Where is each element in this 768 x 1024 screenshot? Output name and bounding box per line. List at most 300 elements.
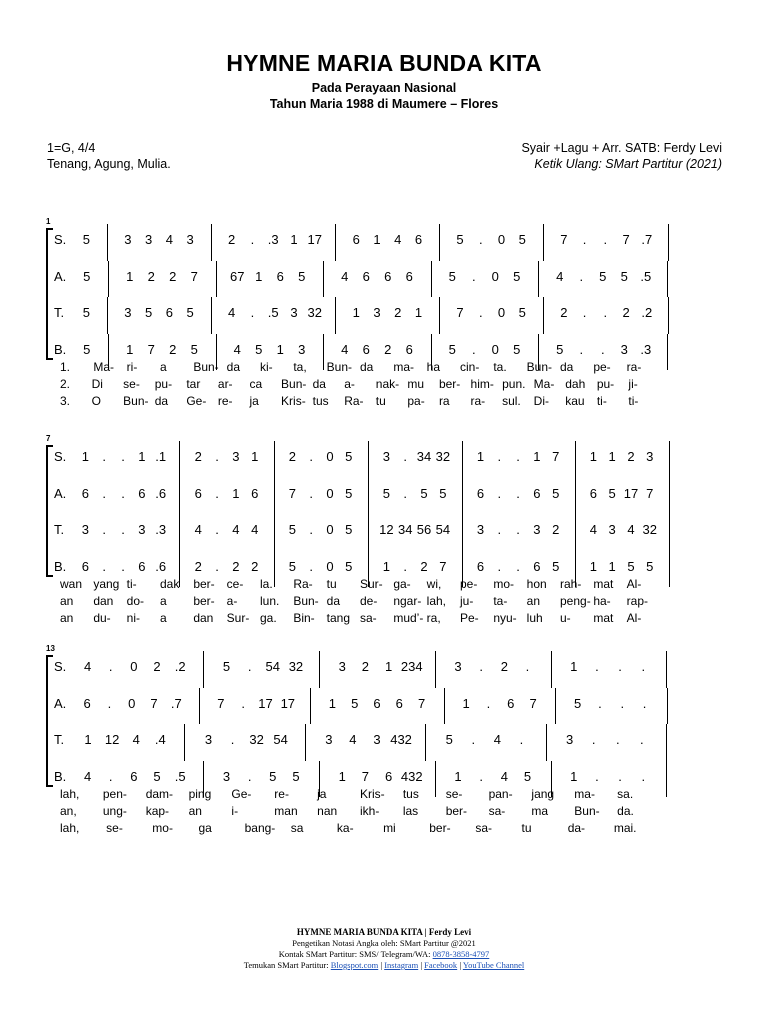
lyric-syllable: tar	[186, 376, 201, 391]
lyric-syllable: da-	[567, 820, 586, 835]
voice-label: A.	[54, 268, 67, 284]
bar-line	[462, 514, 463, 551]
note: 3	[476, 522, 485, 537]
note: 1	[290, 232, 298, 247]
note: .	[525, 659, 530, 674]
note: .	[108, 659, 113, 674]
lyric-syllable: 1.	[60, 359, 71, 374]
note: 6	[507, 695, 515, 711]
lyric-syllable: ber-	[193, 576, 215, 591]
lyric-syllable: Di	[91, 376, 103, 391]
lyric-syllable: Al-	[626, 610, 642, 625]
note: 3	[145, 232, 153, 247]
note: .	[403, 449, 408, 464]
note: 2	[232, 558, 240, 574]
lyric-syllable: u-	[560, 610, 571, 625]
note: 5	[83, 268, 91, 284]
note: 3	[81, 522, 90, 537]
note: 1	[454, 768, 462, 784]
note: 0	[491, 268, 499, 284]
lyric-syllable: ti-	[126, 576, 137, 591]
lyric-syllable: Ge-	[186, 393, 207, 408]
bar-line	[199, 688, 200, 725]
lyric-syllable: ca	[249, 376, 263, 391]
bar-line	[211, 224, 212, 261]
note: 1	[414, 305, 423, 320]
note: .	[479, 659, 483, 674]
note: .7	[170, 695, 182, 711]
lyric-syllable: sa.	[617, 786, 634, 801]
bar-line	[323, 261, 324, 298]
note: 2	[147, 268, 155, 284]
note: 1	[608, 449, 616, 464]
lyric-syllable: tang	[326, 610, 351, 625]
note: 1	[384, 659, 393, 674]
note: 3	[533, 522, 541, 537]
lyric-syllable: Bun-	[123, 393, 149, 408]
lyric-syllable: ja	[317, 786, 327, 801]
lyric-syllable: ce-	[226, 576, 244, 591]
lyric-syllable: ni-	[126, 610, 140, 625]
lyric-syllable: da	[360, 359, 374, 374]
note: 6	[384, 768, 393, 784]
footer	[0, 927, 768, 971]
voice-row	[46, 732, 682, 748]
bar-line	[211, 297, 212, 334]
note: 6	[405, 268, 413, 284]
lyric-syllable: sul.	[502, 393, 521, 408]
phone-link[interactable]: 0878-3858-4797	[432, 949, 490, 959]
lyric-syllable: dah	[565, 376, 586, 391]
lyric-syllable: lun.	[260, 593, 280, 608]
lyric-syllable: jang	[531, 786, 555, 801]
lyric-syllable: lah,	[60, 820, 80, 835]
note: 5	[552, 485, 560, 501]
lyric-syllable: do-	[126, 593, 144, 608]
lyric-syllable: dak	[160, 576, 180, 591]
lyric-syllable: hon	[526, 576, 547, 591]
note: 2	[361, 659, 370, 674]
lyric-syllable: Ra-	[344, 393, 364, 408]
score-system	[46, 655, 682, 801]
note: 2	[169, 341, 177, 357]
note: 3	[232, 449, 240, 464]
lyric-syllable: pu-	[154, 376, 173, 391]
voice-label: B.	[54, 341, 67, 357]
note: .	[595, 768, 599, 784]
note: .	[215, 485, 219, 501]
note: .4	[154, 732, 166, 747]
subtitle-line-2: Tahun Maria 1988 di Maumere – Flores	[269, 97, 499, 111]
note: 6	[81, 558, 90, 574]
note: 5	[345, 449, 353, 464]
note: 2	[251, 558, 259, 574]
note: 1	[81, 449, 90, 464]
note: .	[598, 695, 602, 711]
lyric-syllable: re-	[217, 393, 233, 408]
note: .	[579, 341, 584, 357]
footer-title: HYMNE MARIA BUNDA KITA | Ferdy Levi	[296, 927, 472, 937]
note: .	[618, 659, 622, 674]
lyric-syllable: cin-	[460, 359, 480, 374]
note: .	[309, 485, 313, 501]
note: 5	[186, 305, 194, 320]
lyric-syllable: ja	[249, 393, 259, 408]
note: 7	[147, 341, 155, 357]
note: 5	[513, 341, 521, 357]
lyric-syllable: da	[226, 359, 241, 374]
note: 4	[589, 522, 597, 537]
lyric-syllable: ti-	[596, 393, 607, 408]
note: 4	[165, 232, 174, 247]
lyric-syllable: ra,	[426, 610, 441, 625]
note: 4	[132, 732, 140, 747]
note: 6	[138, 558, 146, 574]
note: 0	[326, 522, 334, 537]
note: 17	[307, 232, 322, 247]
lyric-syllable: Ra-	[293, 576, 313, 591]
note: .	[497, 558, 502, 574]
voice-label: S.	[54, 659, 67, 674]
bar-line	[439, 224, 440, 261]
note: .	[519, 732, 524, 747]
bar-line	[551, 651, 552, 688]
note: 4	[556, 268, 564, 284]
note: .	[471, 341, 476, 357]
note: 5	[351, 695, 359, 711]
lyric-line	[60, 360, 680, 375]
lyric-syllable: du-	[93, 610, 111, 625]
note: .	[230, 732, 235, 747]
bar-line	[319, 651, 320, 688]
lyric-syllable: las	[402, 803, 419, 818]
note: .	[497, 485, 502, 501]
lyric-syllable: tu	[326, 576, 337, 591]
note: 0	[497, 305, 506, 320]
subtitle-line-1: Pada Perayaan Nasional	[311, 81, 457, 95]
note: .	[516, 522, 520, 537]
lyric-syllable: Sur-	[226, 610, 250, 625]
lyric-syllable: an	[60, 610, 74, 625]
lyric-syllable: sa	[290, 820, 304, 835]
voice-label: S.	[54, 449, 67, 464]
voice-label: T.	[54, 732, 65, 747]
note: .	[403, 485, 408, 501]
lyric-syllable: pe-	[460, 576, 478, 591]
note: .	[215, 558, 219, 574]
note: 0	[326, 558, 334, 574]
bar-line	[335, 297, 336, 334]
bar-line	[666, 651, 667, 688]
note: 5	[448, 341, 456, 357]
note: .	[641, 659, 646, 674]
note: 6	[414, 232, 423, 247]
voice-label: T.	[54, 305, 65, 320]
lyric-syllable: an	[188, 803, 202, 818]
youtube-link[interactable]: YouTube Channel	[462, 960, 525, 970]
note: 2	[500, 659, 508, 674]
note: .	[497, 449, 502, 464]
lyric-syllable: pun.	[502, 376, 526, 391]
note: 4	[233, 341, 241, 357]
note: 1	[608, 558, 616, 574]
bar-line	[667, 261, 668, 298]
footer-contact: Kontak SMart Partitur: SMS/ Telegram/WA: 0878-3858-4797	[278, 949, 490, 959]
note: .5	[174, 768, 186, 784]
voice-row	[46, 486, 682, 502]
note: .	[215, 522, 219, 537]
voice-row	[46, 449, 682, 465]
lyric-syllable: Ge-	[231, 786, 252, 801]
lyric-syllable: Bun-	[281, 376, 307, 391]
measure-number: 13	[46, 644, 55, 653]
note: .5	[640, 268, 652, 284]
note: .	[250, 232, 255, 247]
note: 6	[165, 305, 174, 320]
lyric-syllable: ung-	[102, 803, 127, 818]
note: 4	[341, 341, 349, 357]
note: 3	[454, 659, 462, 674]
lyric-syllable: ra-	[470, 393, 486, 408]
lyric-syllable: dam-	[145, 786, 174, 801]
note: 3	[646, 449, 654, 464]
note: .2	[641, 305, 653, 320]
note: .	[497, 522, 502, 537]
note: 6	[533, 485, 541, 501]
lyric-syllable: dan	[93, 593, 114, 608]
lyric-syllable: Kris-	[281, 393, 306, 408]
note: .	[102, 449, 107, 464]
note: 34	[416, 449, 432, 464]
note: 5	[345, 558, 353, 574]
lyric-syllable: pu-	[596, 376, 615, 391]
note: 2	[228, 232, 236, 247]
note: .	[309, 558, 313, 574]
lyric-syllable: Bun-	[574, 803, 600, 818]
note: 2	[153, 659, 161, 674]
note: .	[479, 768, 483, 784]
lyric-syllable: tus	[402, 786, 419, 801]
bar-line	[575, 441, 576, 478]
note: 3	[373, 305, 381, 320]
bar-line	[439, 297, 440, 334]
note: 5	[646, 558, 654, 574]
note: .	[516, 485, 520, 501]
bar-line	[543, 297, 544, 334]
note: 32	[435, 449, 451, 464]
note: .	[471, 732, 476, 747]
lyric-syllable: rah-	[560, 576, 582, 591]
bar-line	[555, 688, 556, 725]
bar-line	[425, 724, 426, 761]
note: 7	[646, 485, 654, 501]
note: .	[516, 449, 520, 464]
lyric-syllable: lah,	[426, 593, 447, 608]
lyric-syllable: a-	[344, 376, 355, 391]
score-system	[46, 445, 682, 591]
note: 3	[124, 232, 132, 247]
bar-line	[216, 261, 217, 298]
lyric-syllable: kap-	[145, 803, 170, 818]
note: 3	[204, 732, 213, 747]
bar-line	[575, 514, 576, 551]
lyric-syllable: nak-	[375, 376, 400, 391]
bar-line	[667, 688, 668, 725]
lyric-syllable: re-	[274, 786, 289, 801]
note: 17	[258, 695, 273, 711]
voice-label: A.	[54, 695, 67, 711]
lyric-syllable: ping	[188, 786, 212, 801]
lyric-syllable: Bun-	[326, 359, 353, 374]
lyric-syllable: pe-	[593, 359, 611, 374]
bar-line	[462, 478, 463, 515]
note: 7	[288, 485, 296, 501]
note: 0	[326, 449, 334, 464]
bar-line	[179, 478, 180, 515]
note: .3	[640, 341, 652, 357]
lyric-syllable: ber-	[193, 593, 215, 608]
note: 5	[620, 268, 628, 284]
lyric-syllable: bang-	[244, 820, 276, 835]
note: 32	[249, 732, 264, 747]
note: 0	[491, 341, 499, 357]
lyric-syllable: i-	[231, 803, 239, 818]
note: 2	[194, 558, 202, 574]
note: 0	[497, 232, 506, 247]
voice-row	[46, 559, 682, 575]
lyric-syllable: nyu-	[493, 610, 517, 625]
facebook-link[interactable]: Facebook	[424, 960, 458, 970]
lyric-syllable: luh	[526, 610, 543, 625]
note: 17	[280, 695, 296, 711]
note: 1	[570, 659, 578, 674]
note: .3	[155, 522, 167, 537]
note: 6	[395, 695, 403, 711]
lyric-syllable: ha-	[593, 593, 611, 608]
instagram-link[interactable]: Instagram	[384, 960, 419, 970]
note: .	[478, 305, 483, 320]
lyric-syllable: ga.	[260, 610, 277, 625]
bar-line	[368, 441, 369, 478]
lyric-syllable: an	[60, 593, 74, 608]
lyric-syllable: Sur-	[360, 576, 383, 591]
note: 1	[138, 449, 146, 464]
note: 6	[476, 558, 485, 574]
lyric-syllable: ga	[198, 820, 212, 835]
note: 1	[126, 341, 134, 357]
note: .	[641, 768, 646, 784]
note: .	[121, 558, 125, 574]
blogspot-link[interactable]: Blogspot.com	[330, 960, 379, 970]
note: .	[582, 305, 587, 320]
lyric-syllable: mat	[593, 576, 614, 591]
note: 234	[400, 659, 423, 674]
note: 5	[448, 268, 456, 284]
note: 7	[529, 695, 537, 711]
bar-line	[444, 688, 445, 725]
note: 5	[599, 268, 607, 284]
note: 32	[307, 305, 322, 320]
note: 2	[394, 305, 402, 320]
lyric-syllable: ar-	[217, 376, 233, 391]
lyric-syllable: tu	[521, 820, 532, 835]
key-signature: 1=G, 4/4	[47, 141, 96, 155]
note: 7	[190, 268, 198, 284]
lyric-syllable: Bin-	[293, 610, 315, 625]
note: 2	[169, 268, 177, 284]
note: 5	[608, 485, 616, 501]
lyric-line	[60, 787, 680, 802]
lyric-line	[60, 821, 680, 836]
lyric-syllable: a-	[226, 593, 238, 608]
note: 6	[405, 341, 413, 357]
lyric-syllable: Bun-	[293, 593, 319, 608]
lyric-syllable: sa-	[475, 820, 493, 835]
lyric-syllable: ma-	[393, 359, 414, 374]
note: 3	[608, 522, 616, 537]
lyric-syllable: yang	[93, 576, 120, 591]
note: 5	[345, 522, 353, 537]
lyric-syllable: Di-	[533, 393, 549, 408]
lyric-syllable: O	[91, 393, 101, 408]
lyric-syllable: nan	[317, 803, 338, 818]
note: .	[516, 558, 520, 574]
lyric-syllable: ji-	[628, 376, 638, 391]
note: 6	[533, 558, 541, 574]
note: 5	[82, 232, 90, 247]
note: 6	[589, 485, 597, 501]
bar-line	[669, 514, 670, 551]
note: 7	[456, 305, 464, 320]
lyric-syllable: ikh-	[360, 803, 380, 818]
note: 4	[349, 732, 357, 747]
note: 67	[230, 268, 245, 284]
note: 3	[382, 449, 391, 464]
note: 54	[435, 522, 451, 537]
voice-label: A.	[54, 485, 67, 501]
bar-line	[666, 724, 667, 761]
note: .	[121, 449, 125, 464]
note: 3	[325, 732, 333, 747]
note: .	[309, 449, 313, 464]
lyric-syllable: 3.	[60, 393, 71, 408]
bar-line	[668, 297, 669, 334]
note: 3	[186, 232, 194, 247]
note: .5	[267, 305, 279, 320]
note: 7	[439, 558, 447, 574]
note: .7	[641, 232, 653, 247]
lyric-syllable: dan	[193, 610, 214, 625]
lyric-syllable: Ma-	[533, 376, 555, 391]
note: .	[247, 768, 252, 784]
lyric-line	[60, 377, 680, 392]
note: 1	[589, 449, 597, 464]
note: 5	[145, 305, 153, 320]
voice-label: S.	[54, 232, 67, 247]
note: 4	[627, 522, 635, 537]
note: .1	[155, 449, 167, 464]
note: 6	[138, 485, 146, 501]
note: 5	[298, 268, 306, 284]
note: 5	[518, 305, 526, 320]
note: 6	[362, 268, 370, 284]
voice-row	[46, 342, 682, 358]
note: 3	[298, 341, 306, 357]
lyric-line	[60, 577, 680, 592]
bar-line	[669, 478, 670, 515]
bar-line	[668, 224, 669, 261]
bar-line	[203, 651, 204, 688]
